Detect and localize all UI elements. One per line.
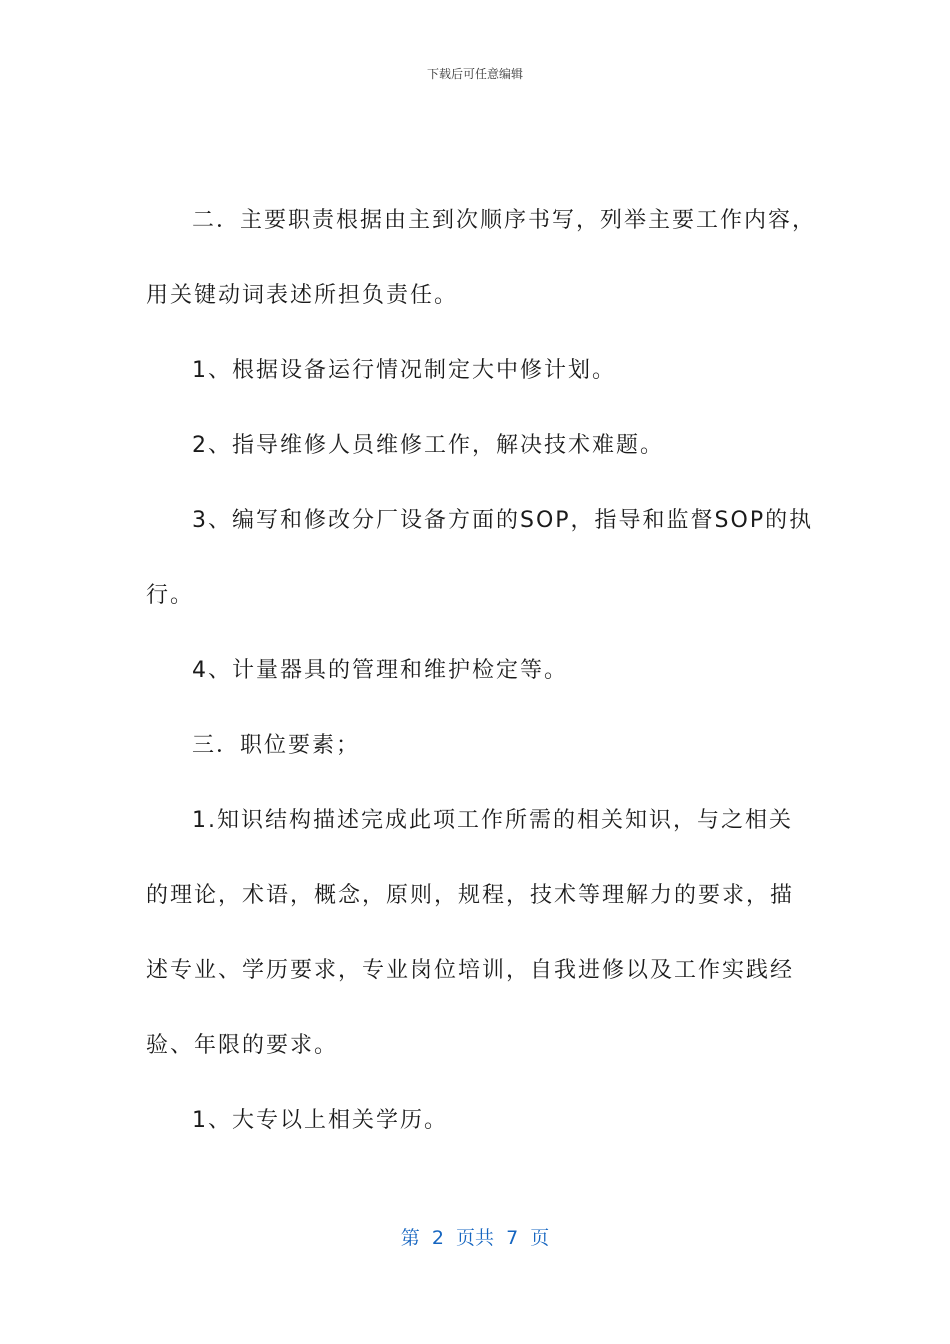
paragraph-line: 的理论，术语，概念，原则，规程，技术等理解力的要求，描 [146, 883, 795, 908]
paragraph-line: 用关键动词表述所担负责任。 [146, 283, 459, 308]
paragraph-line: 1、根据设备运行情况制定大中修计划。 [192, 358, 616, 383]
section-heading: 三．职位要素； [192, 733, 361, 758]
paragraph-line: 验、年限的要求。 [146, 1033, 339, 1058]
paragraph-line: 2、指导维修人员维修工作，解决技术难题。 [192, 433, 664, 458]
paragraph-line: 1.知识结构描述完成此项工作所需的相关知识，与之相关 [192, 808, 793, 833]
paragraph-line: 4、计量器具的管理和维护检定等。 [192, 658, 568, 683]
paragraph-line: 1、大专以上相关学历。 [192, 1108, 448, 1133]
paragraph-line: 行。 [146, 583, 195, 608]
paragraph-line: 述专业、学历要求，专业岗位培训，自我进修以及工作实践经 [146, 958, 795, 983]
document-body [146, 198, 817, 1173]
paragraph-line: 3、编写和修改分厂设备方面的SOP，指导和监督SOP的执 [192, 508, 814, 533]
page-header: 下载后可任意编辑 [426, 67, 523, 81]
page-number-footer [0, 1225, 950, 1251]
paragraph-line: 二．主要职责根据由主到次顺序书写，列举主要工作内容， [192, 208, 817, 233]
page-number-label: 第 2 页共 7 页 [400, 1227, 550, 1249]
